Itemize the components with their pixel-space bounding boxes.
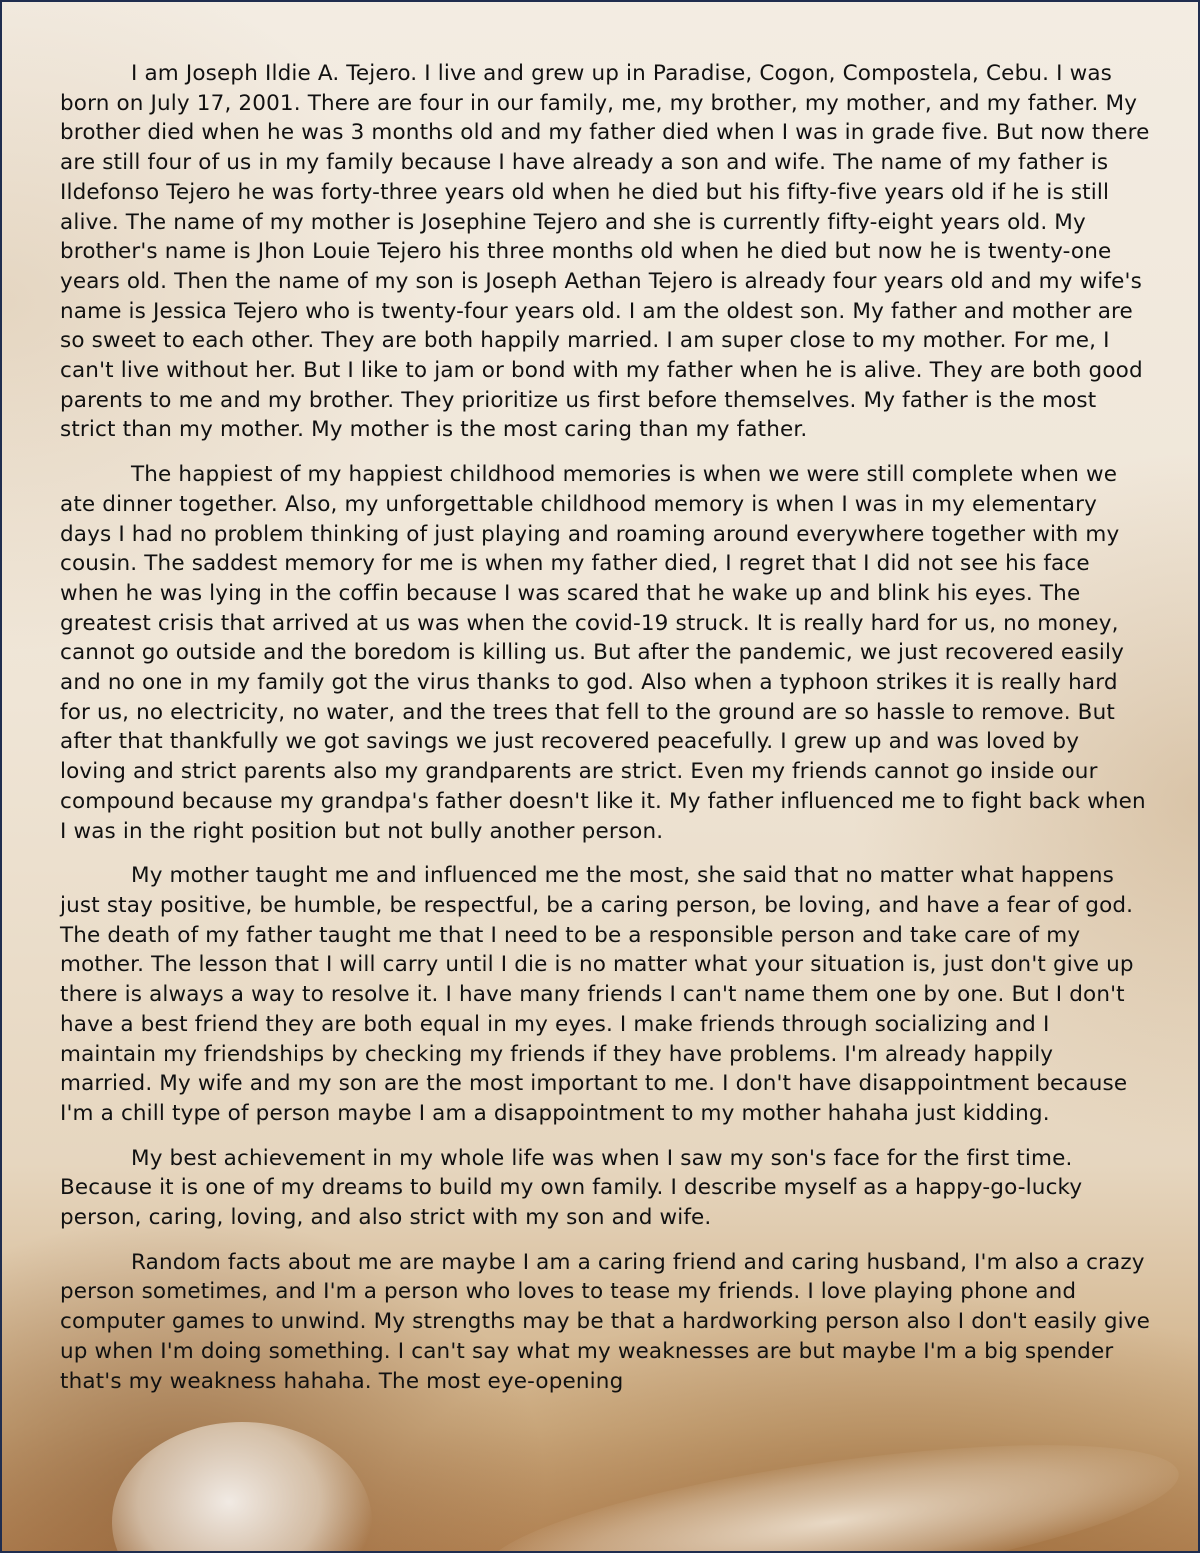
paragraph-family: I am Joseph Ildie A. Tejero. I live and grew up in Paradise, Cogon, Compostela, Cebu. I was born on July 17, 2001. There are four in our family, me, my brother, my mother, and my father. My brother died when he was 3 months old and my father died when I was in grade five. But now there are still four of us in my family because I have already a son and wife. The name of my father is Ildefonso Tejero he was forty-three years old when he died but his fifty-five years old if he is still alive. The name of my mother is Josephine Tejero and she is currently fifty-eight years old. My brother's name is Jhon Louie Tejero his three months old when he died but now he is twenty-one years old. Then the name of my son is Joseph Aethan Tejero is already four years old and my wife's name is Jessica Tejero who is twenty-four years old. I am the oldest son. My father and mother are so sweet to each other. They are both happily married. I am super close to my mother. For me, I can't live without her. But I like to jam or bond with my father when he is alive. They are both good parents to me and my brother. They prioritize us first before themselves. My father is the most strict than my mother. My mother is the most caring than my father. xyxy=(60,61,1150,443)
paragraph-random-facts: Random facts about me are maybe I am a caring friend and caring husband, I'm also a crazy person sometimes, and I'm a person who loves to tease my friends. I love playing phone and computer games to unwind. My strengths may be that a hardworking person also I don't easily give up when I'm doing something. I can't say what my weaknesses are but maybe I'm a big spender that's my weakness hahaha. The most eye-opening xyxy=(60,1249,1151,1394)
essay-body xyxy=(60,59,1152,1411)
quill-pen-decoration xyxy=(477,1414,1187,1553)
paragraph-achievement: My best achievement in my whole life was when I saw my son's face for the first time. Because it is one of my dreams to build my own family. I describe myself as a happy-go-lucky person, caring, loving, and also strict with my son and wife. xyxy=(60,1145,1083,1231)
paragraph-influences: My mother taught me and influenced me the most, she said that no matter what happens just stay positive, be humble, be respectful, be a caring person, be loving, and have a fear of god. The death of my father taught me that I need to be a responsible person and take care of my mother. The lesson that I will carry until I die is no matter what your situation is, just don't give up there is always a way to resolve it. I have many friends I can't name them one by one. But I don't have a best friend they are both equal in my eyes. I make friends through socializing and I maintain my friendships by checking my friends if they have problems. I'm already happily married. My wife and my son are the most important to me. I don't have disappointment because I'm a chill type of person maybe I am a disappointment to my mother hahaha just kidding. xyxy=(60,863,1134,1126)
paragraph-childhood-memories: The happiest of my happiest childhood memories is when we were still complete when we ate dinner together. Also, my unforgettable childhood memory is when I was in my elementary days I had no problem thinking of just playing and roaming around everywhere together with my cousin. The saddest memory for me is when my father died, I regret that I did not see his face when he was lying in the coffin because I was scared that he wake up and blink his eyes. The greatest crisis that arrived at us was when the covid-19 struck. It is really hard for us, no money, cannot go outside and the boredom is killing us. But after the pandemic, we just recovered easily and no one in my family got the virus thanks to god. Also when a typhoon strikes it is really hard for us, no electricity, no water, and the trees that fell to the ground are so hassle to remove. But after that thankfully we got savings we just recovered peacefully. I grew up and was loved by loving and strict parents also my grandparents are strict. Even my friends cannot go inside our compound because my grandpa's father doesn't like it. My father influenced me to fight back when I was in the right position but not bully another person. xyxy=(60,462,1146,844)
paper-scroll-decoration xyxy=(112,1422,372,1553)
